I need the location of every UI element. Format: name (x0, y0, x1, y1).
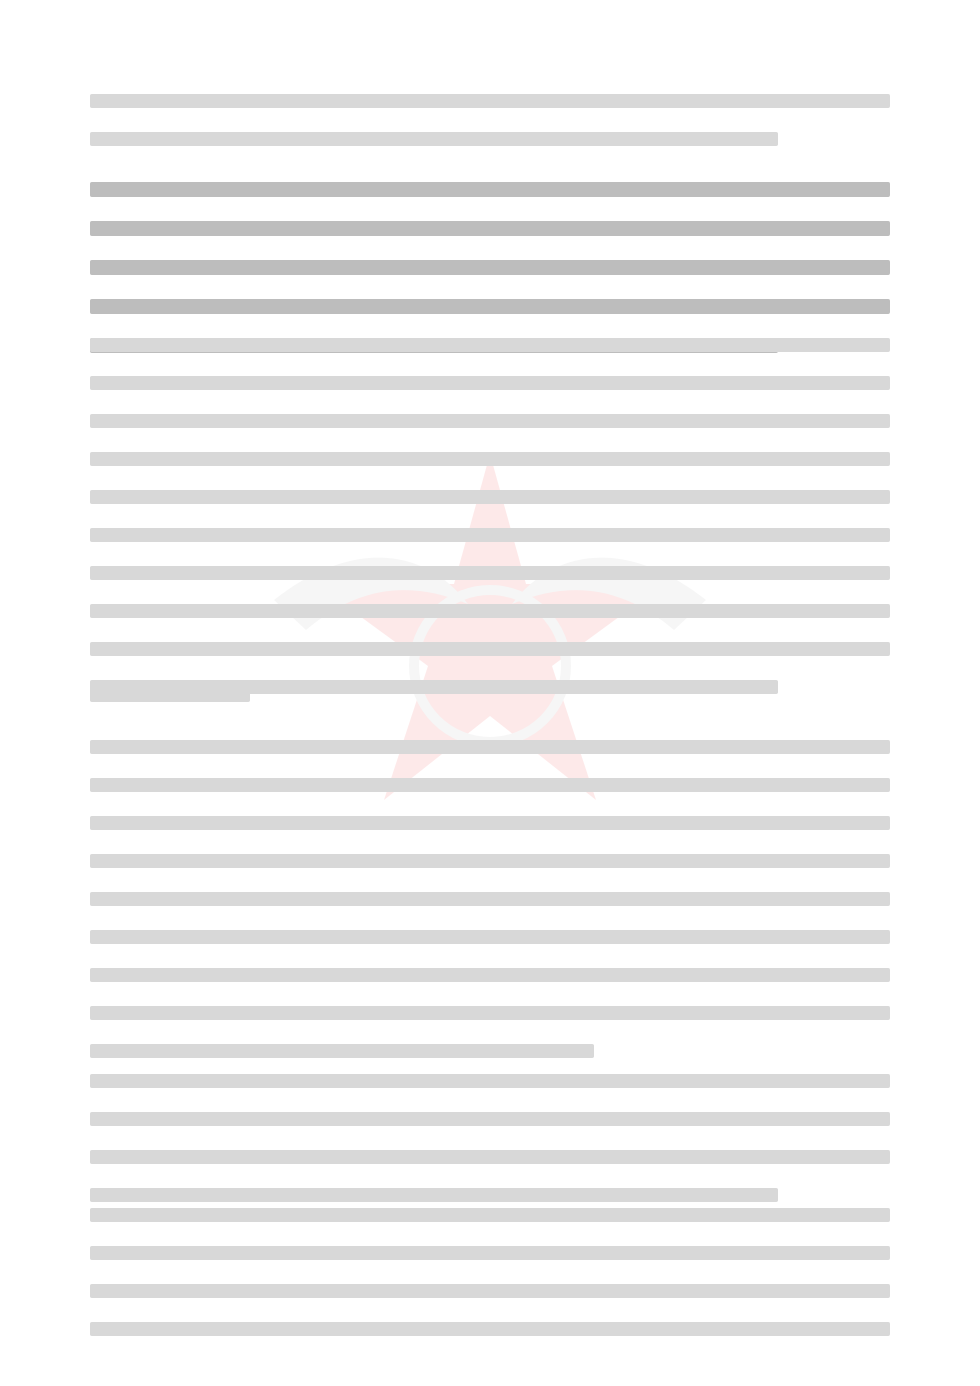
body-paragraph-5 (90, 1208, 890, 1360)
body-paragraph-3 (90, 740, 890, 1082)
body-paragraph-4 (90, 1074, 890, 1226)
intro-paragraph (90, 94, 890, 170)
body-paragraph-2 (90, 688, 890, 726)
body-paragraph-1 (90, 338, 890, 718)
page-number (470, 1346, 510, 1362)
